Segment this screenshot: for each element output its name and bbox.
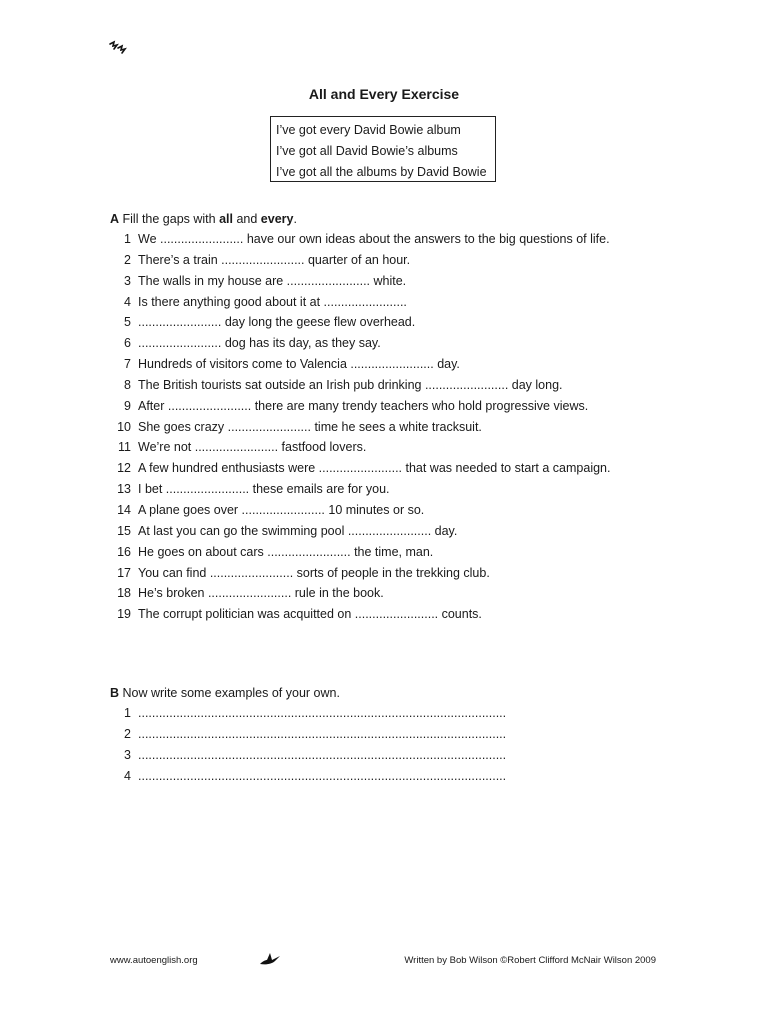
item-text: The corrupt politician was acquitted on ........................ counts. — [138, 607, 482, 622]
item-text: We ........................ have our own ideas about the answers to the big questions of life. — [138, 232, 610, 246]
page-title: All and Every Exercise — [308, 86, 460, 102]
item-text: ........................ dog has its day, as they say. — [138, 336, 381, 351]
exercise-item — [0, 703, 768, 724]
section-letter: B — [110, 686, 120, 700]
keyword-all: all — [219, 212, 233, 226]
item-number: 8 — [124, 377, 131, 392]
exercise-item — [0, 604, 768, 625]
item-text: There’s a train ........................ quarter of an hour. — [138, 252, 411, 267]
exercise-item — [0, 417, 768, 438]
item-number: 9 — [124, 398, 131, 413]
item-text: ........................ day long the geese flew overhead. — [138, 315, 416, 330]
exercise-item — [0, 292, 768, 313]
item-text: .......................................................................................................... — [138, 706, 507, 720]
example-line: I’ve got all the albums by David Bowie — [276, 165, 487, 179]
item-number: 1 — [124, 232, 131, 246]
item-text: The walls in my house are ........................ white. — [138, 273, 407, 288]
example-line: I’ve got every David Bowie album — [276, 123, 461, 137]
section-a-items — [0, 229, 768, 625]
section-a-instruction — [110, 211, 297, 227]
item-number: 3 — [124, 747, 131, 762]
exercise-item — [0, 766, 768, 787]
item-number: 13 — [117, 482, 131, 497]
item-number: 11 — [118, 440, 131, 455]
item-text: .......................................................................................................... — [138, 726, 507, 741]
exercise-item — [0, 542, 768, 563]
exercise-item — [0, 500, 768, 521]
item-text: You can find ........................ sorts of people in the trekking club. — [138, 565, 490, 580]
item-number: 10 — [117, 419, 131, 434]
section-b-items — [0, 703, 768, 786]
item-number: 1 — [124, 706, 131, 720]
item-text: Hundreds of visitors come to Valencia ........................ day. — [138, 357, 460, 372]
exercise-item — [0, 458, 768, 479]
exercise-item — [0, 563, 768, 584]
item-number: 6 — [124, 336, 131, 351]
exercise-item — [0, 724, 768, 745]
item-number: 3 — [124, 273, 131, 288]
instruction-text: and — [232, 212, 261, 226]
item-text: .......................................................................................................... — [138, 747, 507, 762]
item-text: A plane goes over ........................ 10 minutes or so. — [138, 502, 425, 517]
birds-logo-icon — [108, 40, 128, 58]
exercise-item — [0, 583, 768, 604]
item-text: After ........................ there are many trendy teachers who hold progressive views. — [138, 398, 589, 413]
exercise-item — [0, 396, 768, 417]
item-number: 15 — [117, 523, 131, 538]
instruction-text: Now write some examples of your own. — [119, 686, 340, 700]
instruction-text: . — [293, 212, 297, 226]
keyword-every: every — [260, 212, 294, 226]
exercise-item — [0, 745, 768, 766]
exercise-item — [0, 312, 768, 333]
item-text: Is there anything good about it at ........................ — [138, 294, 407, 309]
footer-credit: Written by Bob Wilson ©Robert Clifford McNair Wilson 2009 — [404, 955, 656, 966]
exercise-item — [0, 375, 768, 396]
bird-logo-icon — [258, 950, 282, 968]
item-text: At last you can go the swimming pool ........................ day. — [138, 523, 458, 538]
item-text: He’s broken ........................ rule in the book. — [138, 586, 384, 601]
section-b-instruction — [110, 685, 340, 701]
item-text: We’re not ........................ fastfood lovers. — [138, 440, 367, 455]
exercise-item — [0, 479, 768, 500]
exercise-item — [0, 333, 768, 354]
item-text: She goes crazy ........................ time he sees a white tracksuit. — [138, 419, 482, 434]
item-number: 7 — [124, 357, 131, 372]
footer-url: www.autoenglish.org — [110, 955, 198, 966]
section-letter: A — [110, 212, 120, 226]
item-number: 5 — [124, 315, 131, 330]
exercise-item — [0, 250, 768, 271]
item-number: 12 — [117, 461, 131, 476]
item-number: 18 — [117, 586, 131, 601]
item-number: 2 — [124, 726, 131, 741]
instruction-text: Fill the gaps with — [119, 212, 220, 226]
item-text: I bet ........................ these emails are for you. — [138, 482, 390, 497]
example-box — [270, 116, 496, 182]
item-number: 14 — [117, 502, 131, 517]
exercise-item — [0, 521, 768, 542]
exercise-item — [0, 354, 768, 375]
exercise-item — [0, 437, 768, 458]
exercise-item — [0, 271, 768, 292]
example-line: I’ve got all David Bowie’s albums — [276, 144, 458, 158]
exercise-item — [0, 229, 768, 250]
item-text: The British tourists sat outside an Irish pub drinking ........................ day long. — [138, 377, 563, 392]
item-number: 4 — [124, 294, 131, 309]
item-number: 19 — [117, 607, 131, 622]
item-text: He goes on about cars ........................ the time, man. — [138, 544, 434, 559]
item-number: 17 — [117, 565, 131, 580]
item-number: 4 — [124, 768, 131, 783]
item-number: 2 — [124, 252, 131, 267]
item-number: 16 — [117, 544, 131, 559]
item-text: A few hundred enthusiasts were ........................ that was needed to start a campaign. — [138, 461, 611, 476]
item-text: .......................................................................................................... — [138, 768, 507, 783]
